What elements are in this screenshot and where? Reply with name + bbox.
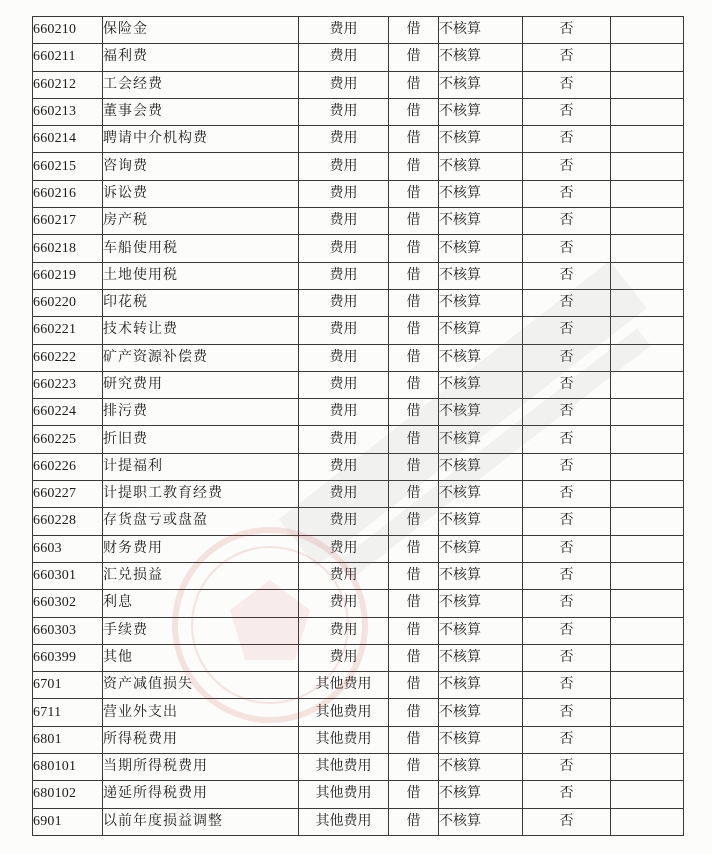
flag-cell: 否: [523, 453, 611, 480]
balance-direction-cell: 借: [389, 371, 439, 398]
account-code-cell: 660218: [33, 235, 103, 262]
account-code-cell: 6901: [33, 808, 103, 835]
balance-direction-cell: 借: [389, 153, 439, 180]
account-code-cell: 660214: [33, 126, 103, 153]
account-name-cell: 折旧费: [103, 426, 299, 453]
auxiliary-accounting-cell: 不核算: [439, 344, 523, 371]
remark-cell: [611, 426, 684, 453]
account-name-cell: 营业外支出: [103, 699, 299, 726]
balance-direction-cell: 借: [389, 590, 439, 617]
auxiliary-accounting-cell: 不核算: [439, 562, 523, 589]
table-row: [33, 699, 684, 726]
balance-direction-cell: 借: [389, 453, 439, 480]
account-name-cell: 当期所得税费用: [103, 754, 299, 781]
table-row: [33, 754, 684, 781]
balance-direction-cell: 借: [389, 208, 439, 235]
auxiliary-accounting-cell: 不核算: [439, 754, 523, 781]
remark-cell: [611, 754, 684, 781]
account-category-cell: 费用: [299, 562, 389, 589]
flag-cell: 否: [523, 344, 611, 371]
account-name-cell: 利息: [103, 590, 299, 617]
account-code-cell: 6801: [33, 726, 103, 753]
account-table-body: [33, 17, 684, 836]
auxiliary-accounting-cell: 不核算: [439, 17, 523, 44]
account-category-cell: 费用: [299, 235, 389, 262]
balance-direction-cell: 借: [389, 481, 439, 508]
account-code-cell: 6711: [33, 699, 103, 726]
account-code-cell: 680101: [33, 754, 103, 781]
balance-direction-cell: 借: [389, 71, 439, 98]
account-category-cell: 其他费用: [299, 808, 389, 835]
table-row: [33, 617, 684, 644]
account-category-cell: 费用: [299, 453, 389, 480]
auxiliary-accounting-cell: 不核算: [439, 644, 523, 671]
flag-cell: 否: [523, 562, 611, 589]
table-row: [33, 317, 684, 344]
account-category-cell: 其他费用: [299, 699, 389, 726]
table-row: [33, 344, 684, 371]
flag-cell: 否: [523, 180, 611, 207]
auxiliary-accounting-cell: 不核算: [439, 126, 523, 153]
table-row: [33, 781, 684, 808]
table-row: [33, 44, 684, 71]
remark-cell: [611, 126, 684, 153]
balance-direction-cell: 借: [389, 344, 439, 371]
account-category-cell: 费用: [299, 399, 389, 426]
account-category-cell: 费用: [299, 44, 389, 71]
table-row: [33, 453, 684, 480]
table-row: [33, 17, 684, 44]
flag-cell: 否: [523, 590, 611, 617]
balance-direction-cell: 借: [389, 180, 439, 207]
account-name-cell: 计提职工教育经费: [103, 481, 299, 508]
balance-direction-cell: 借: [389, 508, 439, 535]
account-category-cell: 费用: [299, 590, 389, 617]
account-name-cell: 保险金: [103, 17, 299, 44]
auxiliary-accounting-cell: 不核算: [439, 426, 523, 453]
table-row: [33, 208, 684, 235]
account-category-cell: 费用: [299, 617, 389, 644]
remark-cell: [611, 235, 684, 262]
auxiliary-accounting-cell: 不核算: [439, 98, 523, 125]
remark-cell: [611, 781, 684, 808]
account-code-cell: 660221: [33, 317, 103, 344]
table-row: [33, 808, 684, 835]
account-name-cell: 咨询费: [103, 153, 299, 180]
account-name-cell: 其他: [103, 644, 299, 671]
account-category-cell: 费用: [299, 17, 389, 44]
balance-direction-cell: 借: [389, 44, 439, 71]
balance-direction-cell: 借: [389, 235, 439, 262]
remark-cell: [611, 289, 684, 316]
remark-cell: [611, 644, 684, 671]
remark-cell: [611, 808, 684, 835]
account-code-cell: 680102: [33, 781, 103, 808]
account-category-cell: 其他费用: [299, 726, 389, 753]
account-name-cell: 聘请中介机构费: [103, 126, 299, 153]
account-code-cell: 660210: [33, 17, 103, 44]
table-row: [33, 672, 684, 699]
account-code-cell: 660225: [33, 426, 103, 453]
balance-direction-cell: 借: [389, 426, 439, 453]
account-category-cell: 费用: [299, 344, 389, 371]
balance-direction-cell: 借: [389, 672, 439, 699]
table-row: [33, 481, 684, 508]
account-name-cell: 董事会费: [103, 98, 299, 125]
auxiliary-accounting-cell: 不核算: [439, 153, 523, 180]
flag-cell: 否: [523, 208, 611, 235]
account-code-cell: 660303: [33, 617, 103, 644]
flag-cell: 否: [523, 98, 611, 125]
auxiliary-accounting-cell: 不核算: [439, 371, 523, 398]
account-category-cell: 费用: [299, 98, 389, 125]
account-category-cell: 费用: [299, 71, 389, 98]
account-name-cell: 房产税: [103, 208, 299, 235]
account-category-cell: 其他费用: [299, 781, 389, 808]
flag-cell: 否: [523, 808, 611, 835]
table-row: [33, 371, 684, 398]
account-category-cell: 费用: [299, 317, 389, 344]
auxiliary-accounting-cell: 不核算: [439, 699, 523, 726]
flag-cell: 否: [523, 17, 611, 44]
balance-direction-cell: 借: [389, 535, 439, 562]
account-name-cell: 诉讼费: [103, 180, 299, 207]
auxiliary-accounting-cell: 不核算: [439, 71, 523, 98]
auxiliary-accounting-cell: 不核算: [439, 590, 523, 617]
flag-cell: 否: [523, 754, 611, 781]
account-category-cell: 费用: [299, 371, 389, 398]
balance-direction-cell: 借: [389, 699, 439, 726]
remark-cell: [611, 453, 684, 480]
balance-direction-cell: 借: [389, 289, 439, 316]
remark-cell: [611, 17, 684, 44]
auxiliary-accounting-cell: 不核算: [439, 617, 523, 644]
flag-cell: 否: [523, 262, 611, 289]
table-row: [33, 562, 684, 589]
balance-direction-cell: 借: [389, 562, 439, 589]
account-table: [32, 16, 684, 836]
account-code-cell: 660212: [33, 71, 103, 98]
account-code-cell: 660399: [33, 644, 103, 671]
auxiliary-accounting-cell: 不核算: [439, 262, 523, 289]
auxiliary-accounting-cell: 不核算: [439, 235, 523, 262]
account-code-cell: 660226: [33, 453, 103, 480]
account-category-cell: 费用: [299, 426, 389, 453]
table-row: [33, 426, 684, 453]
balance-direction-cell: 借: [389, 617, 439, 644]
account-name-cell: 所得税费用: [103, 726, 299, 753]
remark-cell: [611, 481, 684, 508]
remark-cell: [611, 44, 684, 71]
auxiliary-accounting-cell: 不核算: [439, 44, 523, 71]
table-row: [33, 126, 684, 153]
auxiliary-accounting-cell: 不核算: [439, 508, 523, 535]
flag-cell: 否: [523, 289, 611, 316]
remark-cell: [611, 672, 684, 699]
account-name-cell: 以前年度损益调整: [103, 808, 299, 835]
auxiliary-accounting-cell: 不核算: [439, 399, 523, 426]
account-code-cell: 660220: [33, 289, 103, 316]
remark-cell: [611, 508, 684, 535]
account-code-cell: 660216: [33, 180, 103, 207]
balance-direction-cell: 借: [389, 98, 439, 125]
balance-direction-cell: 借: [389, 644, 439, 671]
flag-cell: 否: [523, 535, 611, 562]
account-category-cell: 费用: [299, 508, 389, 535]
table-row: [33, 98, 684, 125]
balance-direction-cell: 借: [389, 399, 439, 426]
flag-cell: 否: [523, 399, 611, 426]
remark-cell: [611, 98, 684, 125]
flag-cell: 否: [523, 699, 611, 726]
flag-cell: 否: [523, 71, 611, 98]
flag-cell: 否: [523, 317, 611, 344]
account-code-cell: 660222: [33, 344, 103, 371]
auxiliary-accounting-cell: 不核算: [439, 726, 523, 753]
account-code-cell: 660301: [33, 562, 103, 589]
flag-cell: 否: [523, 481, 611, 508]
table-row: [33, 180, 684, 207]
balance-direction-cell: 借: [389, 781, 439, 808]
account-name-cell: 资产减值损失: [103, 672, 299, 699]
table-row: [33, 262, 684, 289]
account-category-cell: 费用: [299, 126, 389, 153]
remark-cell: [611, 180, 684, 207]
auxiliary-accounting-cell: 不核算: [439, 781, 523, 808]
table-row: [33, 399, 684, 426]
table-row: [33, 726, 684, 753]
flag-cell: 否: [523, 508, 611, 535]
account-name-cell: 工会经费: [103, 71, 299, 98]
account-category-cell: 费用: [299, 153, 389, 180]
remark-cell: [611, 208, 684, 235]
account-code-cell: 660217: [33, 208, 103, 235]
flag-cell: 否: [523, 781, 611, 808]
remark-cell: [611, 371, 684, 398]
table-row: [33, 644, 684, 671]
account-name-cell: 印花税: [103, 289, 299, 316]
remark-cell: [611, 726, 684, 753]
account-category-cell: 费用: [299, 208, 389, 235]
account-code-cell: 6701: [33, 672, 103, 699]
remark-cell: [611, 562, 684, 589]
flag-cell: 否: [523, 672, 611, 699]
account-name-cell: 递延所得税费用: [103, 781, 299, 808]
balance-direction-cell: 借: [389, 754, 439, 781]
account-code-cell: 660213: [33, 98, 103, 125]
account-name-cell: 土地使用税: [103, 262, 299, 289]
flag-cell: 否: [523, 44, 611, 71]
balance-direction-cell: 借: [389, 262, 439, 289]
table-row: [33, 535, 684, 562]
remark-cell: [611, 317, 684, 344]
auxiliary-accounting-cell: 不核算: [439, 672, 523, 699]
account-name-cell: 手续费: [103, 617, 299, 644]
account-category-cell: 其他费用: [299, 754, 389, 781]
account-name-cell: 研究费用: [103, 371, 299, 398]
flag-cell: 否: [523, 426, 611, 453]
remark-cell: [611, 153, 684, 180]
flag-cell: 否: [523, 371, 611, 398]
balance-direction-cell: 借: [389, 726, 439, 753]
account-category-cell: 费用: [299, 644, 389, 671]
account-category-cell: 其他费用: [299, 672, 389, 699]
account-name-cell: 排污费: [103, 399, 299, 426]
account-name-cell: 福利费: [103, 44, 299, 71]
account-category-cell: 费用: [299, 481, 389, 508]
flag-cell: 否: [523, 726, 611, 753]
table-row: [33, 153, 684, 180]
auxiliary-accounting-cell: 不核算: [439, 535, 523, 562]
account-code-cell: 660211: [33, 44, 103, 71]
account-name-cell: 财务费用: [103, 535, 299, 562]
account-category-cell: 费用: [299, 535, 389, 562]
remark-cell: [611, 344, 684, 371]
auxiliary-accounting-cell: 不核算: [439, 289, 523, 316]
account-name-cell: 汇兑损益: [103, 562, 299, 589]
account-code-cell: 6603: [33, 535, 103, 562]
balance-direction-cell: 借: [389, 126, 439, 153]
table-row: [33, 289, 684, 316]
remark-cell: [611, 699, 684, 726]
account-category-cell: 费用: [299, 180, 389, 207]
remark-cell: [611, 71, 684, 98]
account-code-cell: 660228: [33, 508, 103, 535]
account-code-cell: 660224: [33, 399, 103, 426]
flag-cell: 否: [523, 153, 611, 180]
account-name-cell: 技术转让费: [103, 317, 299, 344]
auxiliary-accounting-cell: 不核算: [439, 180, 523, 207]
account-code-cell: 660302: [33, 590, 103, 617]
account-category-cell: 费用: [299, 289, 389, 316]
balance-direction-cell: 借: [389, 17, 439, 44]
auxiliary-accounting-cell: 不核算: [439, 481, 523, 508]
auxiliary-accounting-cell: 不核算: [439, 808, 523, 835]
flag-cell: 否: [523, 235, 611, 262]
remark-cell: [611, 617, 684, 644]
account-code-cell: 660215: [33, 153, 103, 180]
account-name-cell: 计提福利: [103, 453, 299, 480]
account-name-cell: 车船使用税: [103, 235, 299, 262]
table-row: [33, 590, 684, 617]
balance-direction-cell: 借: [389, 317, 439, 344]
table-row: [33, 71, 684, 98]
account-code-cell: 660219: [33, 262, 103, 289]
remark-cell: [611, 262, 684, 289]
table-row: [33, 508, 684, 535]
remark-cell: [611, 535, 684, 562]
flag-cell: 否: [523, 617, 611, 644]
auxiliary-accounting-cell: 不核算: [439, 317, 523, 344]
account-code-cell: 660223: [33, 371, 103, 398]
flag-cell: 否: [523, 126, 611, 153]
auxiliary-accounting-cell: 不核算: [439, 208, 523, 235]
table-row: [33, 235, 684, 262]
account-name-cell: 存货盘亏或盘盈: [103, 508, 299, 535]
account-name-cell: 矿产资源补偿费: [103, 344, 299, 371]
auxiliary-accounting-cell: 不核算: [439, 453, 523, 480]
flag-cell: 否: [523, 644, 611, 671]
remark-cell: [611, 590, 684, 617]
account-code-cell: 660227: [33, 481, 103, 508]
remark-cell: [611, 399, 684, 426]
balance-direction-cell: 借: [389, 808, 439, 835]
account-category-cell: 费用: [299, 262, 389, 289]
